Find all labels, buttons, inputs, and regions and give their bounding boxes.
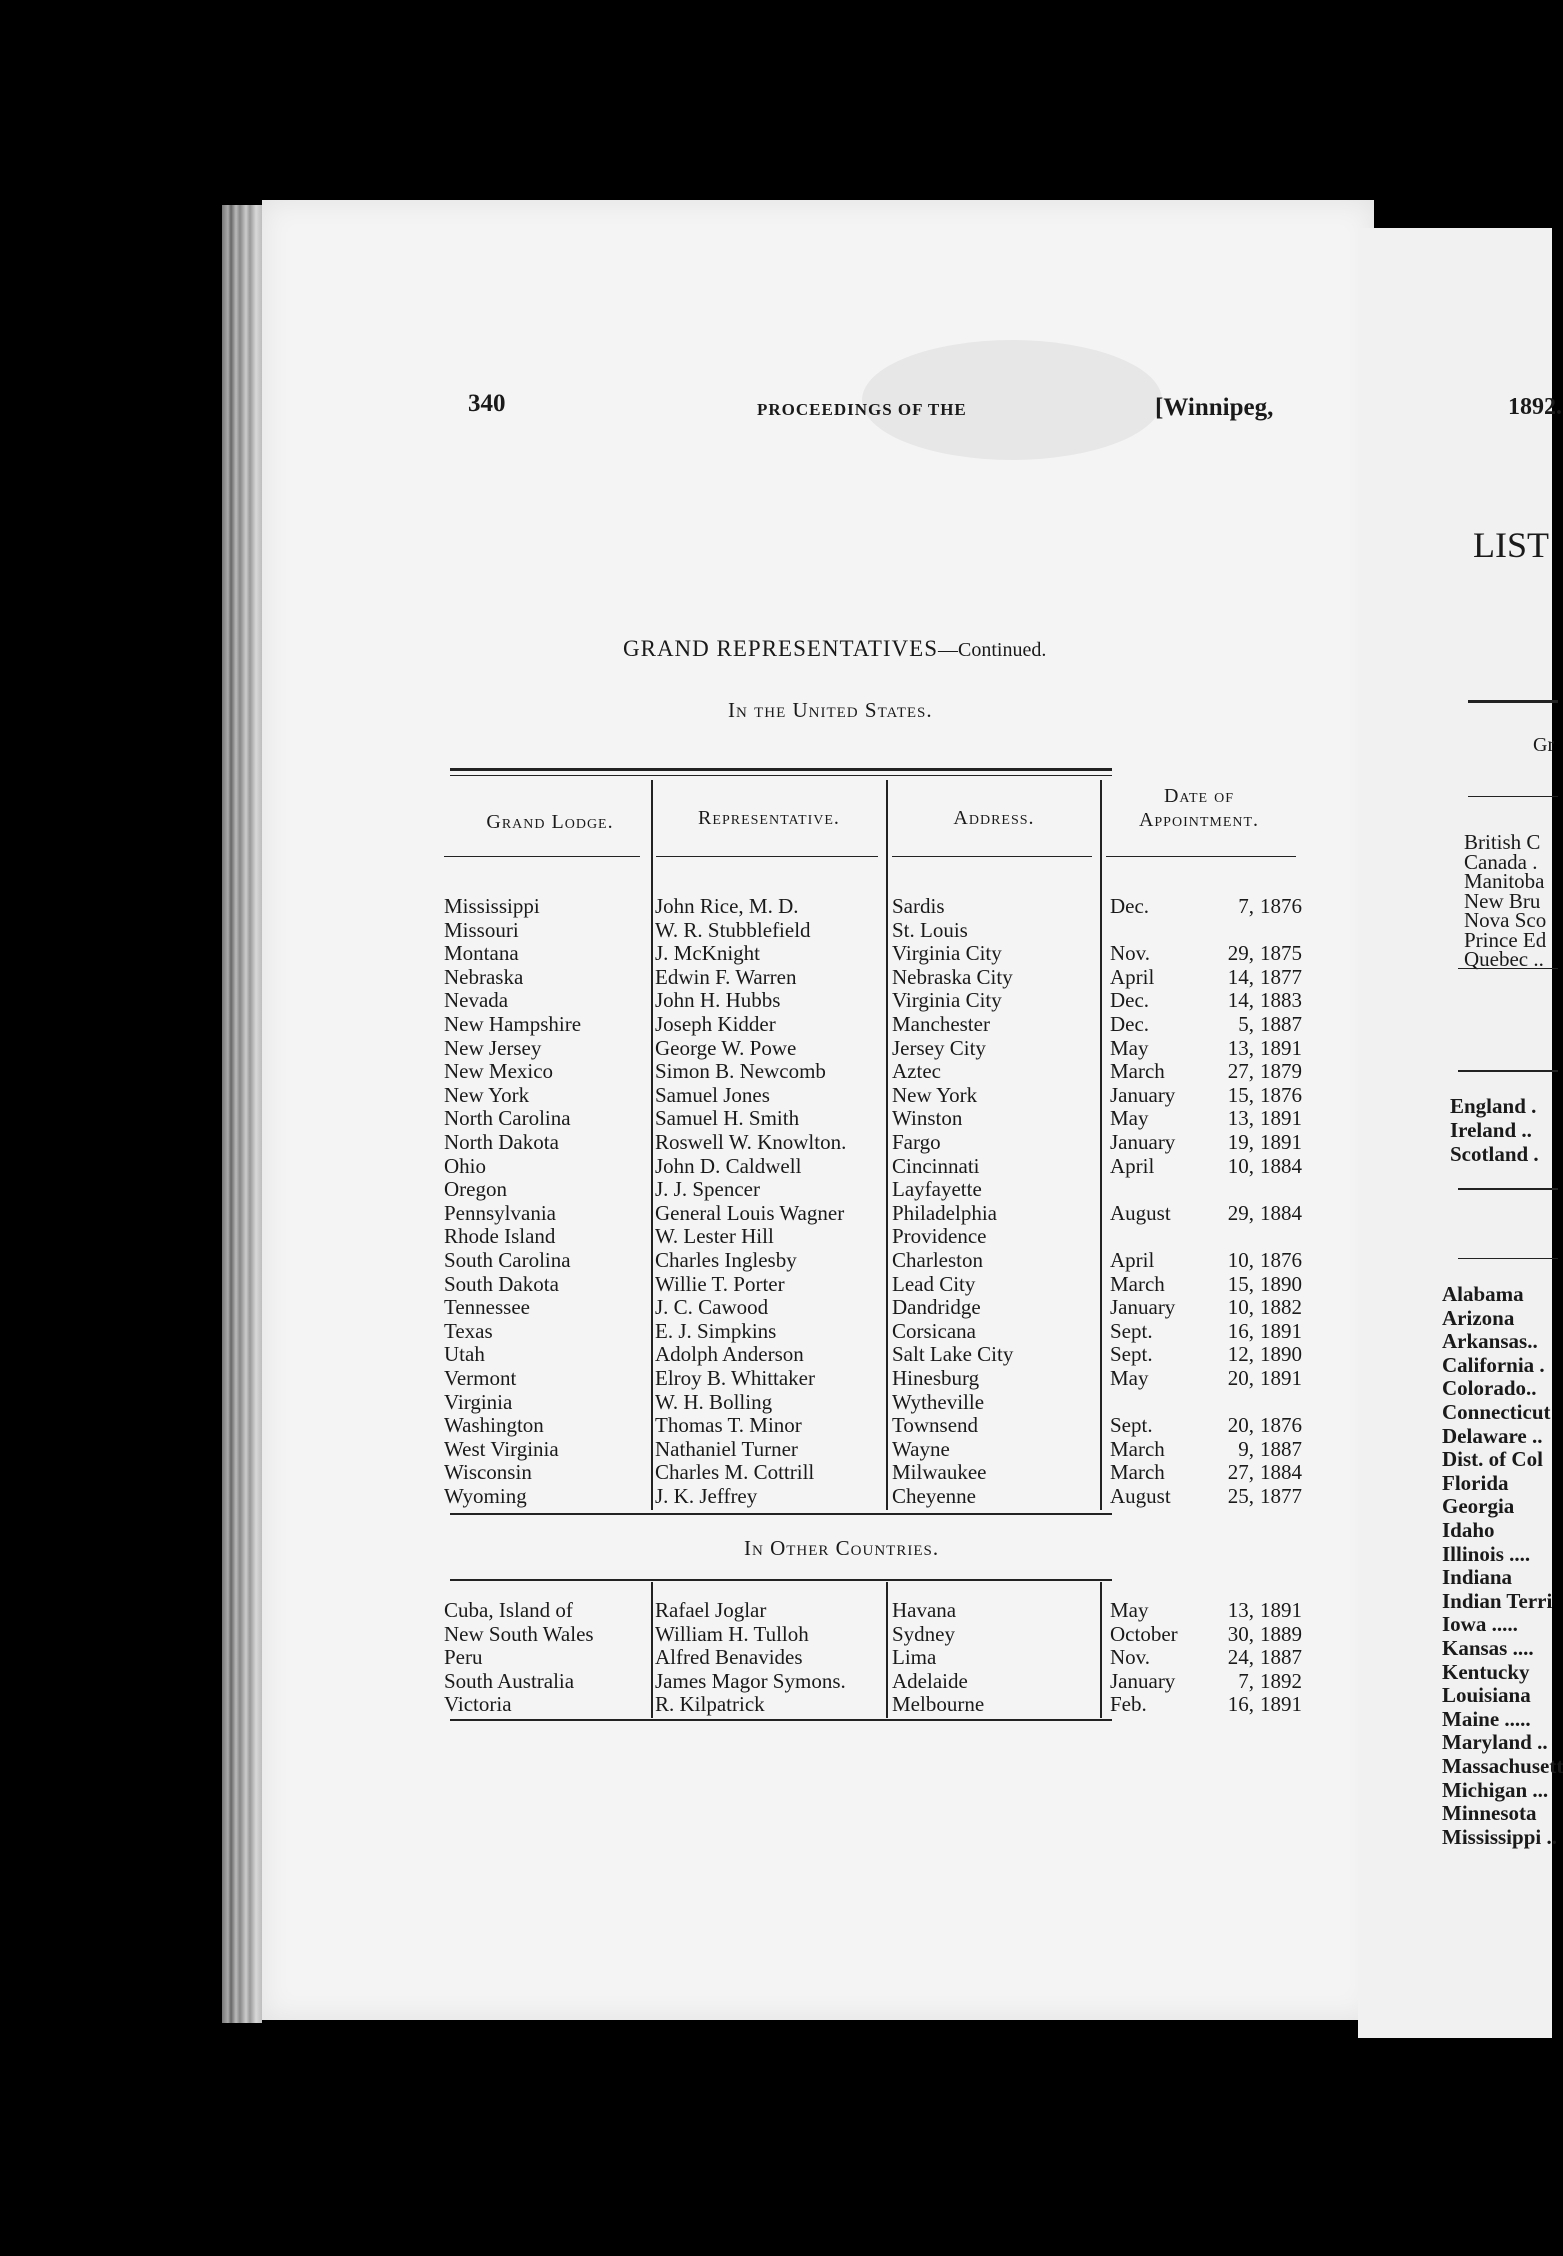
cell-address: Hinesburg [892,1366,980,1390]
facing-list-item: Colorado.. [1442,1376,1537,1401]
cell-address: Nebraska City [892,964,1013,989]
page-number: 340 [468,390,506,417]
cell-grand-lodge: Peru [444,1645,483,1670]
cell-grand-lodge: Oregon [444,1177,507,1202]
cell-month: October [1110,1621,1178,1646]
cell-day: 14, [1227,988,1254,1013]
cell-representative: W. H. Bolling [655,1389,773,1414]
facing-rule-5 [1458,1188,1558,1190]
table-row [262,1598,1374,1622]
cell-address: Dandridge [892,1295,981,1320]
cell-day: 15, [1227,1082,1254,1107]
cell-grand-lodge: Vermont [444,1366,517,1390]
cell-month: January [1110,1130,1176,1154]
cell-grand-lodge: Tennessee [444,1295,530,1320]
facing-page-heading: LIST [1473,525,1549,565]
cell-year: 1890 [1260,1271,1302,1296]
table-row [262,1437,1374,1461]
cell-representative: Edwin F. Warren [655,964,797,989]
cell-representative: J. J. Spencer [655,1177,760,1202]
header-date-line1: Date of [1163,785,1234,807]
facing-rule-4 [1458,1070,1558,1072]
cell-representative: E. J. Simpkins [655,1318,777,1343]
facing-list-item: Kentucky [1442,1659,1530,1684]
cell-address: Jersey City [892,1035,986,1060]
table-row [262,1201,1374,1225]
cell-day: 27, [1227,1059,1254,1084]
cell-representative: John D. Caldwell [655,1153,802,1178]
running-head-location: [Winnipeg, [1155,394,1274,421]
cell-address: Sardis [892,894,945,918]
cell-grand-lodge: New Mexico [444,1059,554,1084]
header-date-line2: Appointment. [1138,809,1260,831]
cell-year: 1884 [1260,1153,1302,1178]
us-table-bottom-rule [450,1513,1112,1515]
subtitle-other-countries: In Other Countries. [744,1536,940,1560]
cell-day: 20, [1227,1366,1254,1390]
table-row [262,1272,1374,1296]
cell-representative: James Magor Symons. [655,1668,846,1693]
facing-rule-1 [1468,700,1558,703]
cell-day: 15, [1227,1271,1254,1296]
cell-day: 13, [1227,1598,1254,1622]
cell-representative: J. C. Cawood [655,1295,769,1320]
cell-year: 1879 [1260,1059,1302,1084]
table-row [262,965,1374,989]
table-row [262,941,1374,965]
cell-grand-lodge: South Carolina [444,1248,571,1272]
table-row [262,1366,1374,1390]
facing-list-item: Michigan ... [1442,1777,1549,1802]
facing-list-item: Ireland .. [1450,1118,1532,1142]
table-row [262,1319,1374,1343]
facing-rule-2 [1468,796,1558,797]
cell-year: 1884 [1260,1460,1302,1485]
cell-address: Layfayette [892,1177,982,1202]
section-title-suffix: —Continued. [937,639,1047,661]
cell-address: Adelaide [892,1668,968,1693]
cell-month: March [1110,1271,1165,1296]
cell-month: May [1110,1598,1149,1622]
cell-year: 1877 [1260,1484,1302,1508]
running-head: PROCEEDINGS OF THE [757,400,967,419]
cell-year: 1876 [1260,1413,1302,1438]
facing-list-item: Prince Ed [1464,927,1547,952]
cell-address: Lima [892,1645,937,1670]
cell-year: 1889 [1260,1621,1302,1646]
cell-representative: George W. Powe [655,1035,797,1060]
facing-list-item: Arkansas.. [1442,1329,1538,1354]
facing-list-item: Idaho [1442,1518,1495,1542]
table-row [262,918,1374,942]
cell-day: 27, [1227,1460,1254,1485]
cell-grand-lodge: West Virginia [444,1436,559,1461]
cell-month: April [1110,1153,1155,1178]
cell-address: Cincinnati [892,1153,980,1178]
header-underline-date [1106,856,1296,857]
cell-address: Wytheville [892,1389,985,1414]
facing-list-item: Louisiana [1442,1683,1531,1708]
cell-day: 25, [1227,1484,1254,1508]
facing-list-item: British C [1464,830,1541,854]
cell-address: Salt Lake City [892,1342,1014,1367]
table-row [262,1224,1374,1248]
cell-grand-lodge: New York [444,1082,530,1107]
cell-representative: W. Lester Hill [655,1224,774,1249]
cell-month: August [1110,1200,1171,1225]
table-row [262,1083,1374,1107]
cell-month: January [1110,1082,1176,1107]
table-row [262,1130,1374,1154]
cell-representative: Nathaniel Turner [655,1436,798,1461]
cell-month: Feb. [1110,1692,1147,1717]
table-row [262,1622,1374,1646]
facing-list-item: Illinois .... [1442,1541,1531,1566]
cell-month: Sept. [1110,1413,1153,1438]
facing-list-item: Delaware .. [1442,1423,1543,1448]
cell-representative: General Louis Wagner [655,1200,845,1225]
cell-grand-lodge: Virginia [444,1389,513,1414]
cell-month: April [1110,964,1155,989]
facing-list-item: Minnesota [1442,1801,1537,1826]
table-row [262,1248,1374,1272]
cell-month: May [1110,1366,1149,1390]
cell-address: Milwaukee [892,1460,987,1485]
cell-grand-lodge: Pennsylvania [444,1200,556,1225]
cell-year: 1891 [1260,1366,1302,1390]
cell-day: 20, [1227,1413,1254,1438]
table-row [262,1645,1374,1669]
cell-day: 10, [1227,1248,1254,1272]
cell-representative: J. K. Jeffrey [655,1484,758,1508]
cell-grand-lodge: New South Wales [444,1621,594,1646]
table-row [262,1342,1374,1366]
facing-list-item: England . [1450,1094,1537,1118]
cell-year: 1887 [1260,1436,1302,1461]
cell-day: 16, [1227,1318,1254,1343]
table-row [262,1059,1374,1083]
cell-grand-lodge: Missouri [444,917,519,942]
table-row [262,894,1374,918]
facing-list-item: Massachusett [1442,1754,1563,1778]
cell-grand-lodge: Montana [444,941,519,966]
facing-list-item: New Bru [1464,888,1541,913]
cell-day: 24, [1227,1645,1254,1670]
cell-address: Winston [892,1106,963,1131]
facing-list-item: Dist. of Col [1442,1447,1543,1472]
cell-grand-lodge: South Australia [444,1668,575,1693]
facing-column-head: Gr [1533,734,1555,756]
cell-grand-lodge: Texas [444,1318,493,1343]
cell-year: 1892 [1260,1668,1302,1693]
cell-month: May [1110,1106,1149,1131]
facing-list-item: Scotland . [1450,1142,1539,1166]
other-table-top-rule [450,1579,1112,1581]
cell-address: Fargo [892,1130,941,1154]
cell-month: Sept. [1110,1342,1153,1367]
cell-address: Virginia City [892,941,1002,966]
cell-representative: Thomas T. Minor [655,1413,802,1438]
facing-list-item: Manitoba [1464,869,1545,893]
header-address: Address. [953,807,1035,829]
table-bottom-rule [450,1719,1112,1721]
cell-address: Melbourne [892,1692,985,1717]
cell-grand-lodge: Washington [444,1413,544,1438]
table-row [262,1413,1374,1437]
cell-address: Lead City [892,1271,976,1296]
cell-day: 29, [1227,1200,1254,1225]
table-row [262,1106,1374,1130]
cell-address: New York [892,1082,978,1107]
facing-list-item: Florida [1442,1470,1509,1495]
table-top-rule-2 [450,775,1112,776]
cell-year: 1875 [1260,941,1302,966]
facing-rule-6 [1458,1258,1558,1259]
cell-day: 7, [1238,894,1254,918]
header-underline-rep [656,856,878,857]
cell-month: Nov. [1110,941,1151,966]
cell-day: 30, [1227,1621,1254,1646]
table-row [262,1484,1374,1508]
cell-month: August [1110,1484,1171,1508]
facing-list-item: Quebec .. [1464,947,1544,971]
cell-year: 1891 [1260,1598,1302,1622]
cell-grand-lodge: Nebraska [444,964,524,989]
facing-rule-3 [1458,968,1558,969]
cell-representative: William H. Tulloh [655,1621,809,1646]
cell-address: Havana [892,1598,957,1622]
table-row [262,988,1374,1012]
header-underline-lodge [444,856,640,857]
table-row [262,1036,1374,1060]
cell-address: St. Louis [892,917,968,942]
cell-grand-lodge: Ohio [444,1153,486,1178]
cell-month: March [1110,1460,1165,1485]
cell-day: 16, [1227,1692,1254,1717]
cell-grand-lodge: North Carolina [444,1106,571,1131]
cell-representative: Charles M. Cottrill [655,1460,815,1485]
cell-grand-lodge: Rhode Island [444,1224,556,1249]
subtitle-united-states: In the United States. [728,698,933,722]
facing-list-item: Nova Sco [1464,908,1547,932]
cell-month: March [1110,1436,1165,1461]
cell-grand-lodge: Victoria [444,1692,512,1717]
left-page [262,200,1374,2020]
cell-representative: Adolph Anderson [655,1342,804,1367]
facing-list-item: California . [1442,1352,1545,1377]
cell-address: Charleston [892,1248,983,1272]
facing-list-item: Connecticut [1442,1400,1551,1424]
cell-address: Aztec [892,1059,941,1084]
cell-day: 9, [1238,1436,1254,1461]
facing-list-item: Alabama [1442,1282,1524,1306]
cell-address: Cheyenne [892,1484,976,1508]
cell-representative: Samuel Jones [655,1082,770,1107]
cell-month: May [1110,1035,1149,1060]
facing-page [1358,228,1563,2038]
table-row [262,1295,1374,1319]
cell-representative: John H. Hubbs [655,988,781,1013]
cell-day: 14, [1227,964,1254,989]
cell-day: 29, [1227,941,1254,966]
table-row [262,1154,1374,1178]
facing-list-item: Indiana [1442,1565,1513,1590]
table-row [262,1390,1374,1414]
cell-representative: J. McKnight [655,941,760,966]
cell-representative: Roswell W. Knowlton. [655,1130,847,1154]
cell-day: 7, [1238,1668,1254,1693]
cell-month: Dec. [1110,988,1150,1013]
cell-day: 19, [1227,1130,1254,1154]
header-representative: Representative. [698,807,840,829]
cell-address: Virginia City [892,988,1002,1013]
cell-address: Sydney [892,1621,955,1646]
cell-year: 1876 [1260,1082,1302,1107]
cell-representative: John Rice, M. D. [655,894,799,918]
table-row [262,1177,1374,1201]
cell-representative: Alfred Benavides [655,1645,803,1670]
cell-representative: Joseph Kidder [655,1012,776,1036]
cell-representative: Charles Inglesby [655,1248,797,1272]
cell-month: January [1110,1668,1176,1693]
facing-list-item: Georgia [1442,1494,1515,1519]
header-underline-addr [892,856,1092,857]
cell-grand-lodge: Cuba, Island of [444,1598,573,1622]
cell-year: 1891 [1260,1692,1302,1717]
facing-list-item: Kansas .... [1442,1636,1534,1660]
cell-address: Corsicana [892,1318,976,1343]
cell-address: Philadelphia [892,1200,997,1225]
cell-representative: R. Kilpatrick [655,1692,765,1717]
cell-address: Providence [892,1224,987,1249]
table-row [262,1692,1374,1716]
cell-representative: Simon B. Newcomb [655,1059,826,1084]
facing-list-item: Arizona [1442,1305,1515,1330]
facing-list-item: Mississippi .. [1442,1824,1557,1849]
cell-year: 1876 [1260,1248,1302,1272]
facing-list-item: Iowa ..... [1442,1612,1518,1637]
facing-list-item: Maine ..... [1442,1706,1531,1731]
facing-list-item: Maryland .. [1442,1730,1548,1755]
cell-representative: Samuel H. Smith [655,1106,800,1131]
cell-day: 13, [1227,1106,1254,1131]
cell-year: 1891 [1260,1130,1302,1154]
cell-day: 10, [1227,1153,1254,1178]
cell-grand-lodge: Nevada [444,988,509,1013]
cell-day: 10, [1227,1295,1254,1320]
table-row [262,1012,1374,1036]
cell-address: Wayne [892,1436,950,1461]
table-row [262,1669,1374,1693]
cell-address: Manchester [892,1012,990,1036]
cell-day: 13, [1227,1035,1254,1060]
cell-month: April [1110,1248,1155,1272]
cell-year: 1891 [1260,1106,1302,1131]
facing-list-item: Canada . [1464,849,1538,874]
cell-day: 5, [1238,1012,1254,1036]
cell-day: 12, [1227,1342,1254,1367]
cell-month: January [1110,1295,1176,1320]
cell-year: 1887 [1260,1645,1302,1670]
table-row [262,1460,1374,1484]
cell-grand-lodge: New Hampshire [444,1012,582,1036]
cell-month: Dec. [1110,1012,1150,1036]
cell-grand-lodge: Wyoming [444,1484,527,1508]
cell-grand-lodge: North Dakota [444,1130,559,1154]
cell-representative: Elroy B. Whittaker [655,1366,815,1390]
cell-grand-lodge: South Dakota [444,1271,559,1296]
cell-grand-lodge: Wisconsin [444,1460,532,1485]
cell-year: 1882 [1260,1295,1302,1320]
section-title-main: GRAND REPRESENTATIVES [623,636,938,661]
cell-month: Sept. [1110,1318,1153,1343]
header-grand-lodge: Grand Lodge. [486,811,614,833]
cell-grand-lodge: Mississippi [444,894,540,918]
cell-year: 1891 [1260,1318,1302,1343]
cell-year: 1891 [1260,1035,1302,1060]
cell-year: 1887 [1260,1012,1302,1036]
cell-month: March [1110,1059,1165,1084]
cell-address: Townsend [892,1413,979,1438]
table-top-rule [450,768,1112,771]
cell-representative: W. R. Stubblefield [655,917,811,942]
cell-representative: Rafael Joglar [655,1598,767,1622]
cell-month: Dec. [1110,894,1150,918]
cell-year: 1890 [1260,1342,1302,1367]
cell-representative: Willie T. Porter [655,1271,785,1296]
facing-list-item: Indian Terri [1442,1588,1553,1613]
cell-year: 1876 [1260,894,1302,918]
section-title [623,636,1046,662]
facing-page-year: 1892. [1508,394,1562,420]
cell-month: Nov. [1110,1645,1151,1670]
cell-grand-lodge: Utah [444,1342,485,1367]
cell-year: 1884 [1260,1200,1302,1225]
cell-grand-lodge: New Jersey [444,1035,542,1060]
page-edges [222,205,262,2023]
cell-year: 1883 [1260,988,1302,1013]
cell-year: 1877 [1260,964,1302,989]
